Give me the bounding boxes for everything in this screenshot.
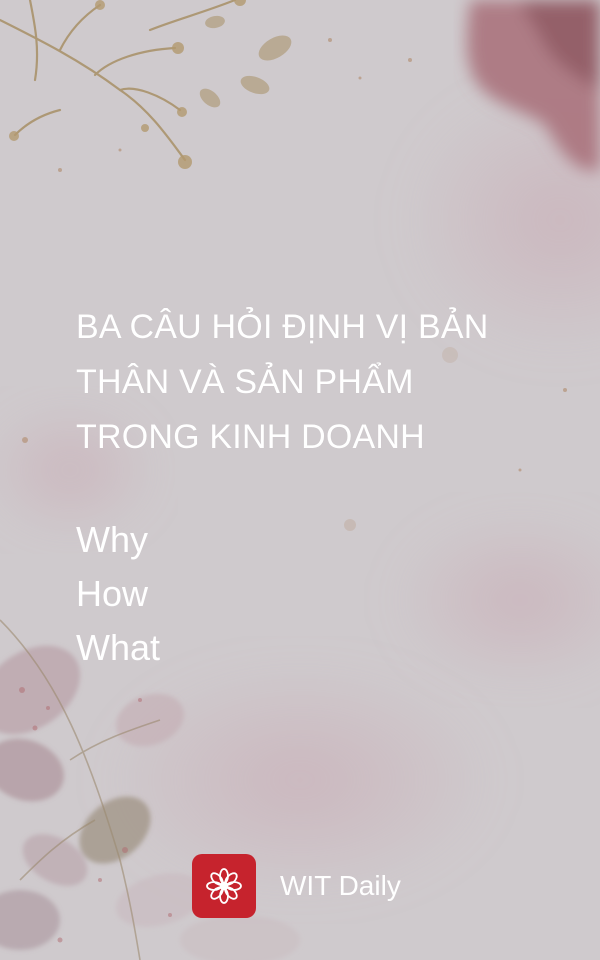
flower-icon [204,866,244,906]
question-how: How [76,573,149,614]
headline-line-1: BA CÂU HỎI ĐỊNH VỊ BẢN [76,308,489,346]
brand-name: WIT Daily [280,870,401,901]
headline [76,300,556,465]
headline-line-2: THÂN VÀ SẢN PHẨM [76,363,414,401]
question-why: Why [76,519,148,560]
question-list [76,513,160,675]
headline-line-3: TRONG KINH DOANH [76,418,425,456]
question-what: What [76,627,161,668]
brand-footer [192,854,401,918]
brand-logo [192,854,256,918]
